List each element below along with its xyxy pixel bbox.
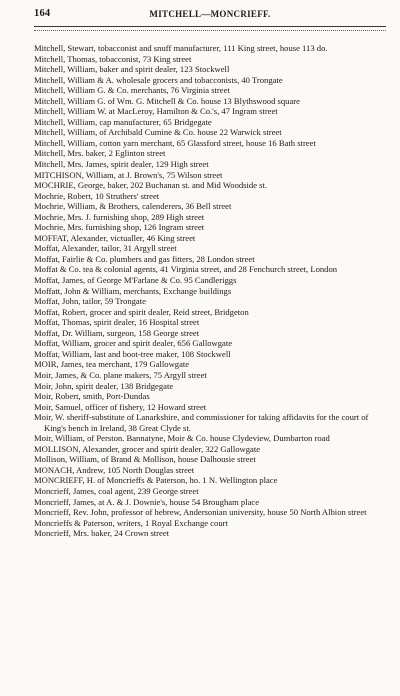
directory-entry: Mollison, William, of Brand & Mollison, house Dalhousie street	[34, 454, 256, 465]
directory-entry: Moffat & Co. tea & colonial agents, 41 Virginia street, and 28 Fenchurch street, London	[34, 264, 338, 275]
directory-entry: MONACH, Andrew, 105 North Douglas street	[34, 464, 195, 475]
directory-entry: Mitchell, William, cap manufacturer, 65 Bridgegate	[34, 116, 212, 127]
directory-entry: Mitchell, Stewart, tobacconist and snuff manufacturer, 111 King street, house 113 do.	[34, 43, 328, 53]
directory-entry: Moncrieff, James, at A. & J. Downie's, house 54 Brougham place	[34, 496, 260, 507]
directory-entry: Moffat, John, tailor, 59 Trongate	[34, 296, 146, 307]
directory-entry: MITCHISON, William, at J. Brown's, 75 Wilson street	[34, 169, 223, 180]
directory-entry: Mochrie, William, & Brothers, calenderers, 36 Bell street	[34, 201, 232, 212]
directory-entry: Mochrie, Robert, 10 Struthers' street	[34, 190, 160, 201]
directory-entry: Mitchell, Thomas, tobacconist, 73 King street	[34, 53, 192, 64]
directory-entry: Moffat, Alexander, tailor, 31 Argyll street	[34, 243, 177, 254]
running-title: MITCHELL—MONCRIEFF.	[149, 9, 271, 19]
directory-entry: Moir, John, spirit dealer, 138 Bridgegate	[34, 380, 174, 391]
directory-entry: Moffat, William, grocer and spirit dealer, 656 Gallowgate	[34, 338, 233, 349]
directory-entry: Moffat, William, last and boot-tree maker, 108 Stockwell	[34, 348, 231, 359]
directory-entry: Moffatt, John & William, merchants, Exchange buildings	[34, 285, 232, 296]
directory-entry: Moncrieff, Mrs. baker, 24 Crown street	[34, 528, 170, 539]
directory-entry: Mochrie, Mrs. J. furnishing shop, 289 High street	[34, 211, 205, 222]
directory-entry: Mitchell, Mrs. baker, 2 Eglinton street	[34, 148, 166, 159]
directory-entry: Moncrieffs & Paterson, writers, 1 Royal Exchange court	[34, 517, 228, 528]
directory-entry: MOLLISON, Alexander, grocer and spirit dealer, 322 Gallowgate	[34, 443, 261, 454]
directory-entry: MOCHRIE, George, baker, 202 Buchanan st. and Mid Woodside st.	[34, 180, 268, 191]
directory-entry: Mitchell, William & A. wholesale grocers and tobacconists, 40 Trongate	[34, 74, 283, 85]
directory-entry: Mitchell, William, cotton yarn merchant, 65 Glassford street, house 16 Bath street	[34, 137, 316, 148]
directory-entry: Moir, James, & Co. plane makers, 75 Argyll street	[34, 369, 207, 380]
directory-entry: Mitchell, William, baker and spirit dealer, 123 Stockwell	[34, 64, 230, 75]
directory-entry: Moir, Robert, smith, Port-Dundas	[34, 391, 150, 402]
directory-entry: Moffat, Thomas, spirit dealer, 16 Hospital street	[34, 317, 200, 328]
directory-entry: Mochrie, Mrs. furnishing shop, 126 Ingram street	[34, 222, 205, 233]
directory-entry: Mitchell, William, of Archibald Cumine & Co. house 22 Warwick street	[34, 127, 282, 138]
directory-entry: MOIR, James, tea merchant, 179 Gallowgate	[34, 359, 190, 370]
directory-entry: MONCRIEFF, H. of Moncrieffs & Paterson, ho. 1 N. Wellington place	[34, 475, 278, 486]
directory-entries	[34, 43, 386, 539]
directory-entry: Moffat, James, of George M'Farlane & Co. 95 Candleriggs	[34, 275, 237, 286]
directory-entry: Mitchell, William G. of Wm. G. Mitchell & Co. house 13 Blythswood square	[34, 95, 300, 106]
directory-entry: Moffat, Robert, grocer and spirit dealer, Reid street, Bridgeton	[34, 306, 249, 317]
directory-entry: Moffat, Dr. William, surgeon, 158 George street	[34, 327, 200, 338]
header-rule	[34, 26, 386, 31]
directory-entry: Moir, William, of Perston. Bannatyne, Moir & Co. house Clydeview, Dumbarton road	[34, 433, 330, 444]
directory-entry: Moffat, Fairlie & Co. plumbers and gas fitters, 28 London street	[34, 253, 255, 264]
page-number: 164	[34, 8, 51, 19]
directory-entry: Moncrieff, James, coal agent, 239 George street	[34, 485, 199, 496]
directory-entry: Moir, Samuel, officer of fishery, 12 Howard street	[34, 401, 207, 412]
page-header	[34, 8, 386, 22]
directory-entry: Mitchell, Mrs. James, spirit dealer, 129 High street	[34, 159, 209, 170]
directory-entry: MOFFAT, Alexander, victualler, 46 King street	[34, 232, 196, 243]
directory-entry: Mitchell, William G. & Co. merchants, 76 Virginia street	[34, 85, 230, 96]
directory-entry: Moncrieff, Rev. John, professor of hebrew, Andersonian university, house 50 North Albion street	[34, 507, 367, 518]
directory-entry: Moir, W. sheriff-substitute of Lanarkshire, and commissioner for taking affidavits for the court of King's bench in Ireland, 38 Great Clyde st.	[34, 412, 369, 433]
directory-entry: Mitchell, William W. at MacLeroy, Hamilton & Co.'s, 47 Ingram street	[34, 106, 278, 117]
